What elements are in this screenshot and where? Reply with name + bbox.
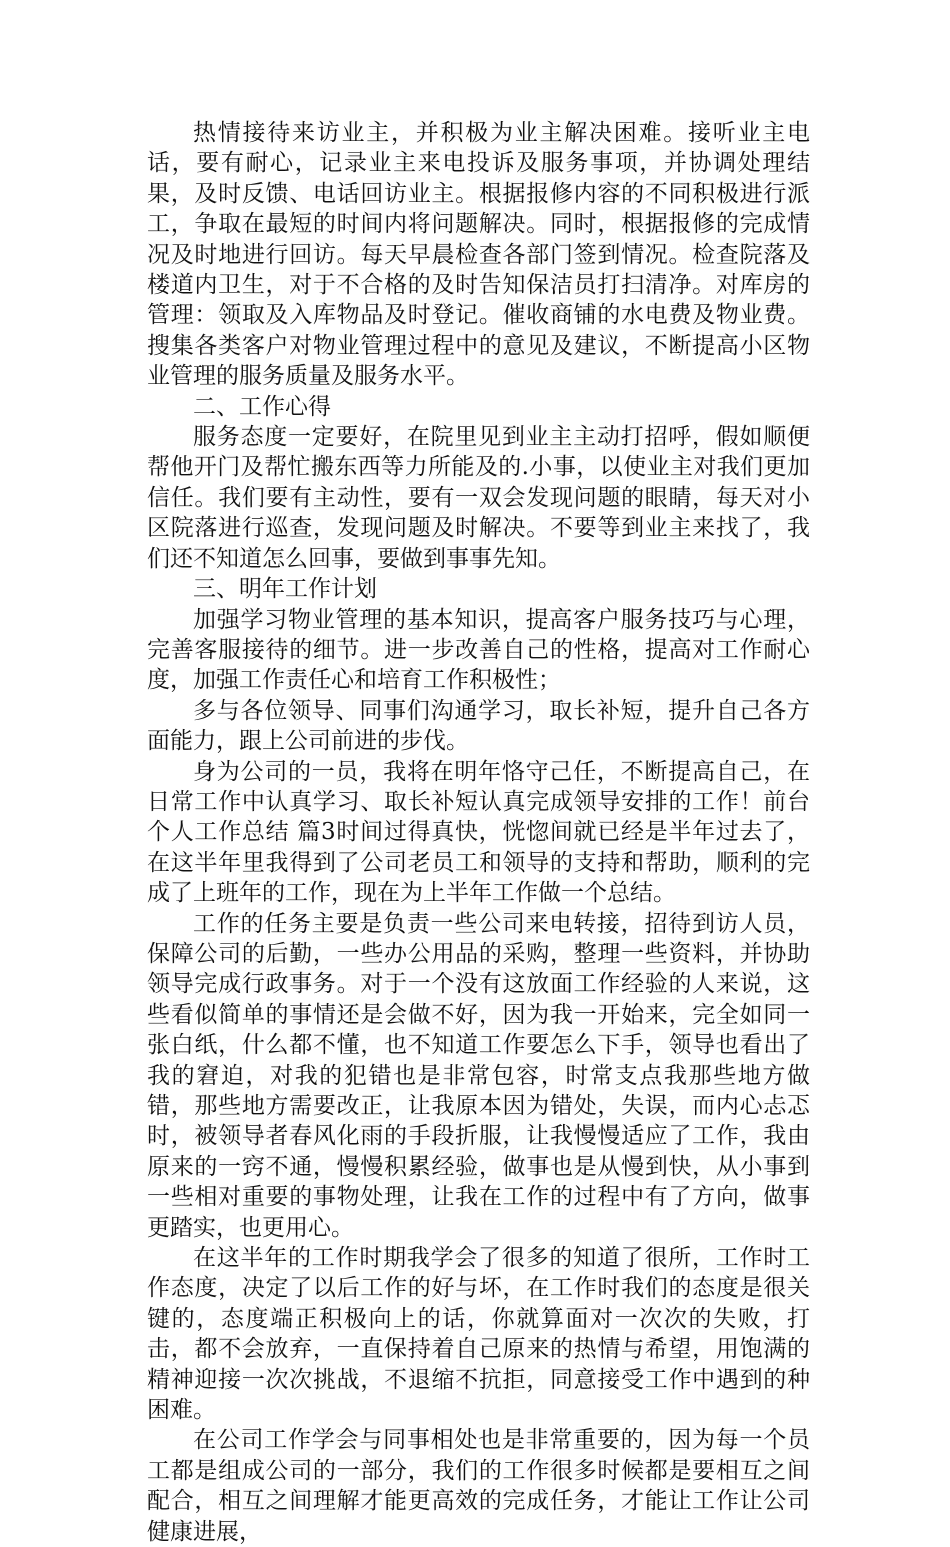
paragraph-colleagues: 在公司工作学会与同事相处也是非常重要的，因为每一个员工都是组成公司的一部分，我们的工作很多时候都是要相互之间配合，相互之间理解才能更高效的完成任务，才能让工作让公司健康进展， (147, 1427, 810, 1545)
heading-next-year-plan: 三、明年工作计划 (193, 576, 377, 603)
paragraph-commitment: 身为公司的一员，我将在明年恪守己任，不断提高自己，在日常工作中认真学习、取长补短认真完成领导安排的工作！前台个人工作总结 篇3时间过得真快，恍惚间就已经是半年过去了，在这半年里我得到了公司老员工和领导的支持和帮助，顺利的完成了上班年的工作，现在为上半年工作做一个总结。 (147, 758, 810, 907)
heading-work-insights: 二、工作心得 (193, 393, 331, 420)
paragraph-work-attitude: 在这半年的工作时期我学会了很多的知道了很所，工作时工作态度，决定了以后工作的好与坏，在工作时我们的态度是很关键的，态度端正积极向上的话，你就算面对一次次的失败，打击，都不会放弃，一直保持着自己原来的热情与希望，用饱满的精神迎接一次次挑战，不退缩不抗拒，同意接受工作中遇到的种困难。 (147, 1245, 810, 1424)
paragraph-study-plan: 加强学习物业管理的基本知识，提高客户服务技巧与心理，完善客服接待的细节。进一步改善自己的性格，提高对工作耐心度，加强工作责任心和培育工作积极性； (147, 606, 810, 694)
paragraph-frontdesk-duties: 热情接待来访业主，并积极为业主解决困难。接听业主电话，要有耐心，记录业主来电投诉及服务事项，并协调处理结果，及时反馈、电话回访业主。根据报修内容的不同积极进行派工，争取在最短的时间内将问题解决。同时，根据报修的完成情况及时地进行回访。每天早晨检查各部门签到情况。检查院落及楼道内卫生，对于不合格的及时告知保洁员打扫清净。对库房的管理：领取及入库物品及时登记。催收商铺的水电费及物业费。搜集各类客户对物业管理过程中的意见及建议，不断提高小区物业管理的服务质量及服务水平。 (147, 120, 810, 390)
paragraph-communication: 多与各位领导、同事们沟通学习，取长补短，提升自己各方面能力，跟上公司前进的步伐。 (147, 697, 810, 755)
document-body (147, 118, 810, 1547)
paragraph-job-tasks: 工作的任务主要是负责一些公司来电转接，招待到访人员，保障公司的后勤，一些办公用品的采购，整理一些资料，并协助领导完成行政事务。对于一个没有这放面工作经验的人来说，这些看似简单的事情还是会做不好，因为我一开始来，完全如同一张白纸，什么都不懂，也不知道工作要怎么下手，领导也看出了我的窘迫，对我的犯错也是非常包容，时常支点我那些地方做错，那些地方需要改正，让我原本因为错处，失误，而内心忐忑时，被领导者春风化雨的手段折服，让我慢慢适应了工作，我由原来的一窍不通，慢慢积累经验，做事也是从慢到快，从小事到一些相对重要的事物处理，让我在工作的过程中有了方向，做事更踏实，也更用心。 (147, 910, 810, 1241)
paragraph-service-attitude: 服务态度一定要好，在院里见到业主主动打招呼，假如顺便帮他开门及帮忙搬东西等力所能及的.小事，以使业主对我们更加信任。我们要有主动性，要有一双会发现问题的眼睛，每天对小区院落进行巡查，发现问题及时解决。不要等到业主来找了，我们还不知道怎么回事，要做到事事先知。 (147, 424, 810, 572)
